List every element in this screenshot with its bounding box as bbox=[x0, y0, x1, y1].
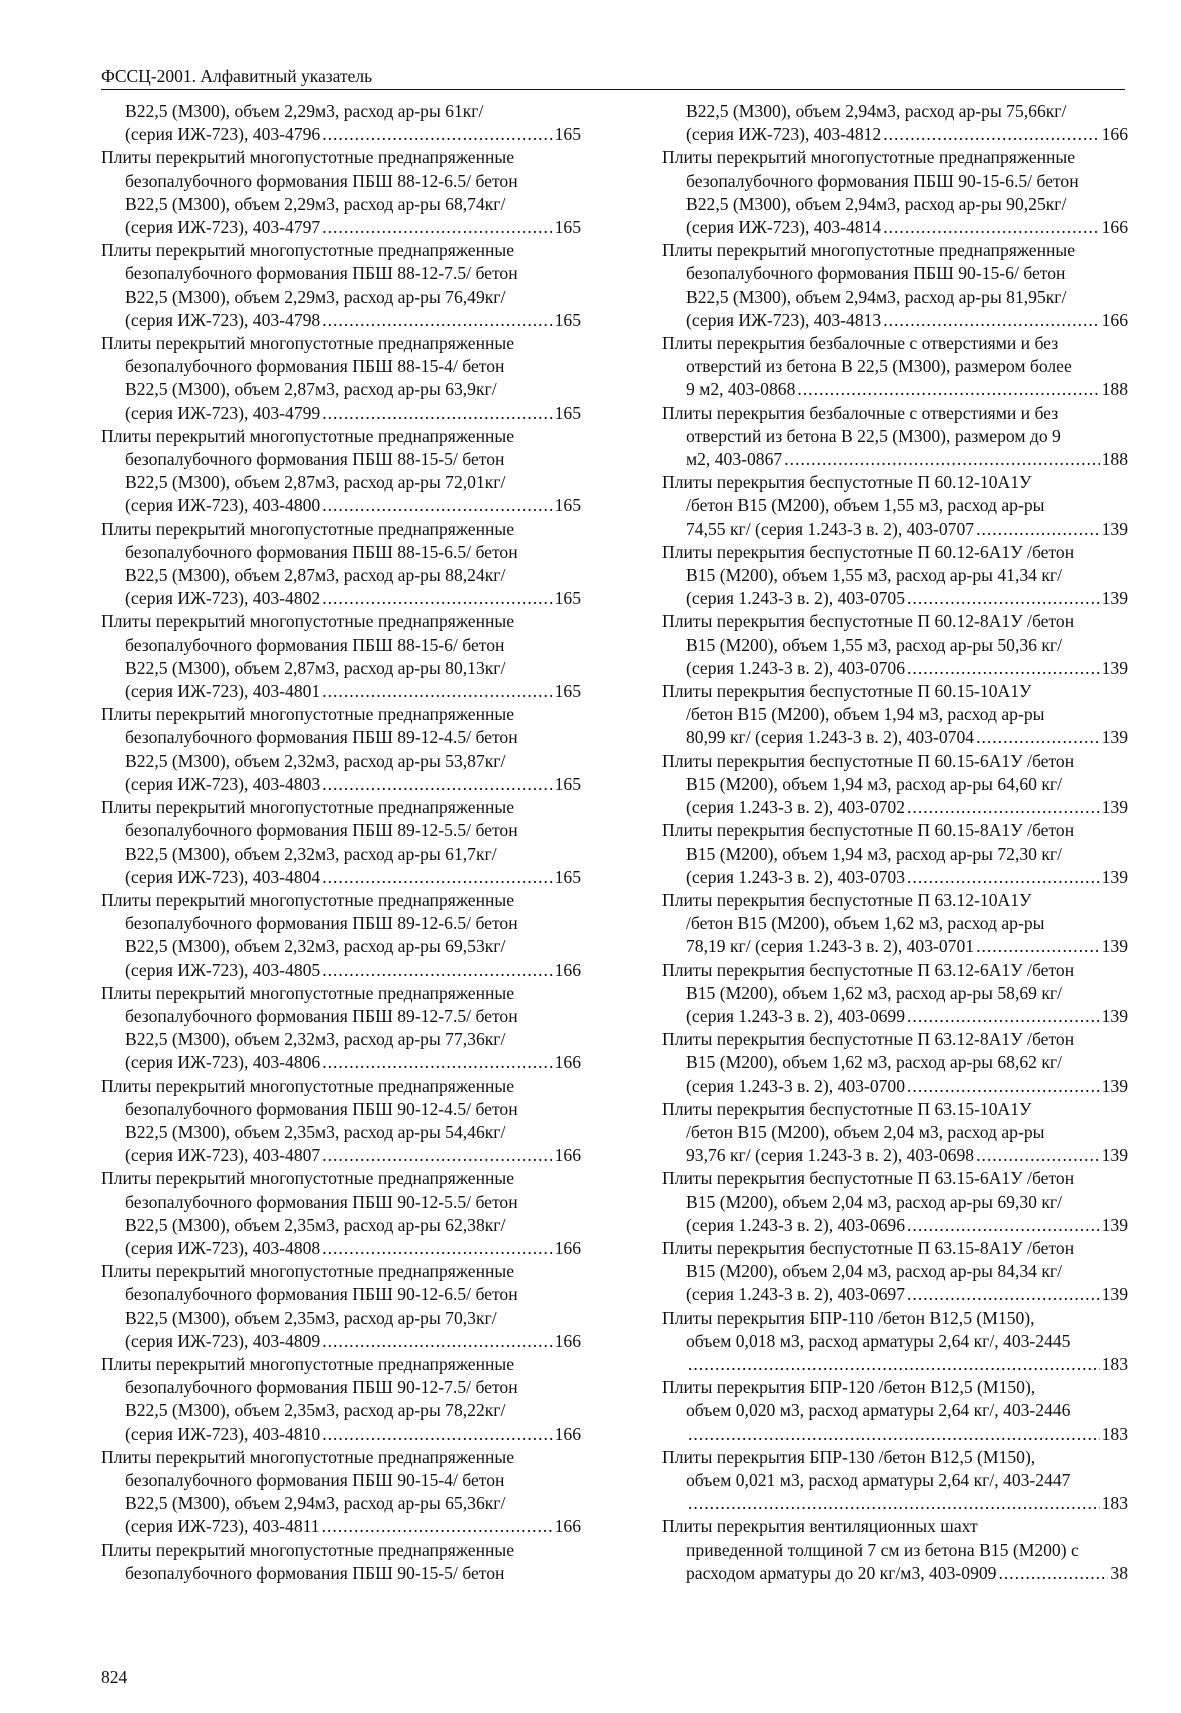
entry-last-line bbox=[662, 448, 1128, 471]
entry-last-line bbox=[101, 1423, 581, 1446]
entry-text: 93,76 кг/ (серия 1.243-3 в. 2), 403-0698 bbox=[686, 1145, 975, 1166]
entry-last-line bbox=[662, 1423, 1128, 1446]
entry-text: В22,5 (М300), объем 2,94м3, расход ар-ры 65,36кг/ bbox=[125, 1493, 506, 1514]
index-entry bbox=[101, 1353, 581, 1446]
entry-text: Плиты перекрытий многопустотные преднапряженные bbox=[101, 889, 515, 910]
entry-text: Плиты перекрытия беспустотные П 63.12-10А1У bbox=[662, 889, 1032, 910]
entry-page-ref: 165 bbox=[554, 124, 581, 145]
dot-leader bbox=[998, 1562, 1108, 1585]
dot-leader bbox=[976, 726, 1100, 749]
entry-text: Плиты перекрытия вентиляционных шахт bbox=[662, 1516, 978, 1537]
entry-text: В22,5 (М300), объем 2,87м3, расход ар-ры 63,9кг/ bbox=[125, 379, 497, 400]
dot-leader bbox=[907, 1075, 1100, 1098]
entry-text: Плиты перекрытий многопустотные преднапряженные bbox=[662, 147, 1076, 168]
entry-text: Плиты перекрытия БПР-130 /бетон В12,5 (М150), bbox=[662, 1446, 1036, 1467]
entry-text: Плиты перекрытий многопустотные преднапряженные bbox=[101, 797, 515, 818]
index-entry bbox=[662, 1446, 1128, 1516]
index-entry bbox=[101, 796, 581, 889]
index-entry bbox=[101, 425, 581, 518]
entry-text: (серия ИЖ-723), 403-4814 bbox=[686, 217, 882, 238]
entry-text: /бетон В15 (М200), объем 1,55 м3, расход ар-ры bbox=[686, 495, 1045, 516]
index-entry bbox=[662, 332, 1128, 402]
entry-last-line bbox=[101, 773, 581, 796]
entry-text: В15 (М200), объем 1,55 м3, расход ар-ры 50,36 кг/ bbox=[686, 634, 1063, 655]
index-entry bbox=[662, 610, 1128, 680]
index-entry bbox=[101, 889, 581, 982]
entry-page-ref: 165 bbox=[554, 495, 581, 516]
entry-text: В15 (М200), объем 2,04 м3, расход ар-ры 69,30 кг/ bbox=[686, 1191, 1063, 1212]
entry-text: Плиты перекрытий многопустотные преднапряженные bbox=[101, 147, 515, 168]
entry-text: Плиты перекрытия беспустотные П 60.15-6А1У /бетон bbox=[662, 750, 1075, 771]
entry-page-ref: 38 bbox=[1110, 1562, 1128, 1583]
index-entry bbox=[101, 332, 581, 425]
entry-text: В22,5 (М300), объем 2,94м3, расход ар-ры 90,25кг/ bbox=[686, 193, 1067, 214]
entry-last-line bbox=[101, 309, 581, 332]
left-column bbox=[101, 100, 581, 1585]
entry-last-line bbox=[662, 1144, 1128, 1167]
entry-text: (серия 1.243-3 в. 2), 403-0705 bbox=[686, 588, 906, 609]
entry-text: безопалубочного формования ПБШ 88-15-5/ бетон bbox=[125, 449, 505, 470]
entry-text: (серия ИЖ-723), 403-4799 bbox=[125, 402, 321, 423]
entry-text: (серия ИЖ-723), 403-4805 bbox=[125, 959, 321, 980]
entry-text: /бетон В15 (М200), объем 2,04 м3, расход ар-ры bbox=[686, 1121, 1045, 1142]
entry-text: В22,5 (М300), объем 2,35м3, расход ар-ры 54,46кг/ bbox=[125, 1121, 506, 1142]
entry-page-ref: 166 bbox=[554, 1237, 581, 1258]
entry-text: Плиты перекрытий многопустотные преднапряженные bbox=[101, 518, 515, 539]
entry-last-line bbox=[101, 680, 581, 703]
entry-last-line bbox=[662, 1562, 1128, 1585]
entry-text: В22,5 (М300), объем 2,35м3, расход ар-ры 70,3кг/ bbox=[125, 1307, 497, 1328]
entry-text: В15 (М200), объем 1,94 м3, расход ар-ры 64,60 кг/ bbox=[686, 773, 1063, 794]
entry-page-ref: 166 bbox=[554, 1145, 581, 1166]
dot-leader bbox=[688, 1353, 1100, 1376]
entry-text: 9 м2, 403-0868 bbox=[686, 379, 796, 400]
dot-leader bbox=[907, 657, 1100, 680]
entry-text: (серия ИЖ-723), 403-4806 bbox=[125, 1052, 321, 1073]
entry-page-ref: 165 bbox=[554, 309, 581, 330]
index-entry bbox=[662, 1376, 1128, 1446]
entry-last-line bbox=[662, 378, 1128, 401]
entry-last-line bbox=[662, 866, 1128, 889]
index-entry bbox=[662, 100, 1128, 146]
entry-text: (серия 1.243-3 в. 2), 403-0699 bbox=[686, 1005, 906, 1026]
entry-text: объем 0,021 м3, расход арматуры 2,64 кг/, 403-2447 bbox=[686, 1469, 1071, 1490]
entry-last-line bbox=[101, 1144, 581, 1167]
index-entry bbox=[101, 1167, 581, 1260]
entry-last-line bbox=[101, 402, 581, 425]
entry-text: Плиты перекрытия беспустотные П 60.12-10А1У bbox=[662, 472, 1032, 493]
entry-text: безопалубочного формования ПБШ 90-12-6.5/ бетон bbox=[125, 1284, 518, 1305]
entry-text: Плиты перекрытий многопустотные преднапряженные bbox=[101, 704, 515, 725]
entry-text: Плиты перекрытия беспустотные П 63.12-8А1У /бетон bbox=[662, 1029, 1075, 1050]
dot-leader bbox=[883, 123, 1099, 146]
entry-text: В15 (М200), объем 1,55 м3, расход ар-ры 41,34 кг/ bbox=[686, 565, 1063, 586]
index-entry bbox=[662, 1098, 1128, 1168]
page-number: 824 bbox=[101, 1667, 128, 1687]
entry-text: В15 (М200), объем 2,04 м3, расход ар-ры 84,34 кг/ bbox=[686, 1261, 1063, 1282]
entry-text: Плиты перекрытий многопустотные преднапряженные bbox=[101, 611, 515, 632]
entry-text: Плиты перекрытий многопустотные преднапряженные bbox=[101, 1539, 515, 1560]
entry-text: Плиты перекрытий многопустотные преднапряженные bbox=[101, 1075, 515, 1096]
entry-text: (серия ИЖ-723), 403-4813 bbox=[686, 309, 882, 330]
entry-page-ref: 166 bbox=[1101, 309, 1128, 330]
entry-text: 74,55 кг/ (серия 1.243-3 в. 2), 403-0707 bbox=[686, 518, 975, 539]
entry-text: безопалубочного формования ПБШ 88-15-6.5/ бетон bbox=[125, 541, 518, 562]
entry-text: (серия ИЖ-723), 403-4798 bbox=[125, 309, 321, 330]
index-entry bbox=[101, 518, 581, 611]
index-entry bbox=[101, 1260, 581, 1353]
dot-leader bbox=[883, 216, 1099, 239]
entry-text: В22,5 (М300), объем 2,87м3, расход ар-ры 88,24кг/ bbox=[125, 565, 506, 586]
index-entry bbox=[101, 239, 581, 332]
entry-last-line bbox=[101, 959, 581, 982]
entry-page-ref: 139 bbox=[1101, 727, 1128, 748]
dot-leader bbox=[688, 1492, 1100, 1515]
entry-text: (серия 1.243-3 в. 2), 403-0706 bbox=[686, 657, 906, 678]
entry-page-ref: 139 bbox=[1101, 657, 1128, 678]
dot-leader bbox=[322, 1051, 552, 1074]
entry-last-line bbox=[662, 587, 1128, 610]
entry-page-ref: 166 bbox=[1101, 217, 1128, 238]
entry-text: В22,5 (М300), объем 2,94м3, расход ар-ры 75,66кг/ bbox=[686, 101, 1067, 121]
entry-page-ref: 139 bbox=[1101, 588, 1128, 609]
entry-last-line bbox=[662, 123, 1128, 146]
entry-page-ref: 165 bbox=[554, 217, 581, 238]
dot-leader bbox=[322, 680, 552, 703]
entry-text: (серия 1.243-3 в. 2), 403-0697 bbox=[686, 1284, 906, 1305]
entry-text: Плиты перекрытия беспустотные П 63.12-6А1У /бетон bbox=[662, 959, 1075, 980]
entry-text: отверстий из бетона В 22,5 (М300), размером более bbox=[686, 356, 1072, 377]
dot-leader bbox=[797, 378, 1099, 401]
entry-last-line bbox=[662, 1214, 1128, 1237]
dot-leader bbox=[976, 1144, 1100, 1167]
entry-last-line bbox=[662, 1005, 1128, 1028]
entry-text: Плиты перекрытий многопустотные преднапряженные bbox=[101, 425, 515, 446]
entry-text: (серия 1.243-3 в. 2), 403-0702 bbox=[686, 797, 906, 818]
entry-text: В15 (М200), объем 1,62 м3, расход ар-ры 68,62 кг/ bbox=[686, 1052, 1063, 1073]
index-entry bbox=[101, 1539, 581, 1585]
entry-last-line bbox=[662, 657, 1128, 680]
entry-text: Плиты перекрытий многопустотные преднапряженные bbox=[101, 1261, 515, 1282]
entry-text: объем 0,020 м3, расход арматуры 2,64 кг/, 403-2446 bbox=[686, 1400, 1071, 1421]
dot-leader bbox=[883, 309, 1099, 332]
dot-leader bbox=[322, 1144, 552, 1167]
dot-leader bbox=[976, 518, 1100, 541]
entry-text: В22,5 (М300), объем 2,35м3, расход ар-ры 62,38кг/ bbox=[125, 1214, 506, 1235]
entry-text: безопалубочного формования ПБШ 88-12-7.5/ бетон bbox=[125, 263, 518, 284]
index-entry bbox=[662, 819, 1128, 889]
dot-leader bbox=[322, 402, 552, 425]
entry-page-ref: 183 bbox=[1101, 1493, 1128, 1514]
index-entry bbox=[662, 402, 1128, 472]
entry-page-ref: 166 bbox=[554, 959, 581, 980]
entry-text: безопалубочного формования ПБШ 89-12-5.5/ бетон bbox=[125, 820, 518, 841]
entry-page-ref: 165 bbox=[554, 681, 581, 702]
entry-page-ref: 183 bbox=[1101, 1423, 1128, 1444]
entry-text: Плиты перекрытий многопустотные преднапряженные bbox=[101, 1168, 515, 1189]
entry-text: Плиты перекрытия БПР-110 /бетон В12,5 (М150), bbox=[662, 1307, 1035, 1328]
index-entry bbox=[662, 750, 1128, 820]
entry-text: Плиты перекрытий многопустотные преднапряженные bbox=[662, 240, 1076, 261]
entry-text: безопалубочного формования ПБШ 88-15-4/ бетон bbox=[125, 356, 505, 377]
entry-text: (серия ИЖ-723), 403-4803 bbox=[125, 773, 321, 794]
index-entry bbox=[662, 239, 1128, 332]
dot-leader bbox=[322, 587, 552, 610]
index-entry bbox=[101, 610, 581, 703]
entry-text: безопалубочного формования ПБШ 90-15-5/ бетон bbox=[125, 1562, 505, 1583]
entry-text: безопалубочного формования ПБШ 90-15-6/ бетон bbox=[686, 263, 1066, 284]
entry-page-ref: 139 bbox=[1101, 936, 1128, 957]
entry-page-ref: 139 bbox=[1101, 1284, 1128, 1305]
entry-text: (серия ИЖ-723), 403-4809 bbox=[125, 1330, 321, 1351]
entry-text: В22,5 (М300), объем 2,29м3, расход ар-ры 61кг/ bbox=[125, 101, 484, 121]
entry-text: объем 0,018 м3, расход арматуры 2,64 кг/, 403-2445 bbox=[686, 1330, 1071, 1351]
entry-page-ref: 139 bbox=[1101, 518, 1128, 539]
entry-text: (серия ИЖ-723), 403-4807 bbox=[125, 1145, 321, 1166]
entry-text: Плиты перекрытия беспустотные П 63.15-6А1У /бетон bbox=[662, 1168, 1075, 1189]
entry-page-ref: 166 bbox=[1101, 124, 1128, 145]
entry-last-line bbox=[101, 587, 581, 610]
index-entry bbox=[662, 1515, 1128, 1585]
entry-page-ref: 183 bbox=[1101, 1353, 1128, 1374]
dot-leader bbox=[907, 866, 1100, 889]
index-entry bbox=[101, 100, 581, 146]
entry-page-ref: 166 bbox=[554, 1052, 581, 1073]
entry-text: расходом арматуры до 20 кг/м3, 403-0909 bbox=[686, 1562, 997, 1583]
entry-text: В15 (М200), объем 1,62 м3, расход ар-ры 58,69 кг/ bbox=[686, 982, 1063, 1003]
dot-leader bbox=[688, 1423, 1100, 1446]
entry-last-line bbox=[101, 1330, 581, 1353]
dot-leader bbox=[784, 448, 1099, 471]
index-entry bbox=[101, 1075, 581, 1168]
entry-text: В22,5 (М300), объем 2,32м3, расход ар-ры 61,7кг/ bbox=[125, 843, 497, 864]
dot-leader bbox=[322, 773, 552, 796]
entry-text: (серия 1.243-3 в. 2), 403-0700 bbox=[686, 1075, 906, 1096]
entry-text: Плиты перекрытий многопустотные преднапряженные bbox=[101, 333, 515, 354]
entry-text: В22,5 (М300), объем 2,94м3, расход ар-ры 81,95кг/ bbox=[686, 286, 1067, 307]
entry-text: Плиты перекрытия безбалочные с отверстиями и без bbox=[662, 402, 1059, 423]
entry-text: (серия 1.243-3 в. 2), 403-0696 bbox=[686, 1214, 906, 1235]
entry-text: В22,5 (М300), объем 2,87м3, расход ар-ры 72,01кг/ bbox=[125, 472, 506, 493]
entry-text: Плиты перекрытия безбалочные с отверстиями и без bbox=[662, 333, 1059, 354]
index-entry bbox=[662, 889, 1128, 959]
index-entry bbox=[101, 1446, 581, 1539]
dot-leader bbox=[322, 1423, 552, 1446]
dot-leader bbox=[907, 1283, 1100, 1306]
entry-text: Плиты перекрытия БПР-120 /бетон В12,5 (М150), bbox=[662, 1377, 1036, 1398]
entry-text: 78,19 кг/ (серия 1.243-3 в. 2), 403-0701 bbox=[686, 936, 975, 957]
dot-leader bbox=[322, 1330, 552, 1353]
dot-leader bbox=[907, 1005, 1100, 1028]
index-entry bbox=[101, 982, 581, 1075]
entry-text: м2, 403-0867 bbox=[686, 449, 783, 470]
entry-text: В22,5 (М300), объем 2,35м3, расход ар-ры 78,22кг/ bbox=[125, 1400, 506, 1421]
entry-last-line bbox=[101, 123, 581, 146]
entry-last-line bbox=[101, 216, 581, 239]
entry-last-line bbox=[662, 726, 1128, 749]
dot-leader bbox=[322, 494, 552, 517]
index-entry bbox=[662, 1167, 1128, 1237]
dot-leader bbox=[322, 1237, 552, 1260]
entry-text: (серия ИЖ-723), 403-4801 bbox=[125, 681, 321, 702]
index-entry bbox=[662, 471, 1128, 541]
index-entry bbox=[662, 1028, 1128, 1098]
entry-text: безопалубочного формования ПБШ 90-12-4.5/ бетон bbox=[125, 1098, 518, 1119]
entry-text: Плиты перекрытий многопустотные преднапряженные bbox=[101, 1353, 515, 1374]
entry-last-line bbox=[662, 1283, 1128, 1306]
entry-last-line bbox=[662, 1075, 1128, 1098]
index-entry bbox=[662, 1237, 1128, 1307]
entry-page-ref: 165 bbox=[554, 866, 581, 887]
entry-text: В22,5 (М300), объем 2,87м3, расход ар-ры 80,13кг/ bbox=[125, 657, 506, 678]
entry-text: (серия 1.243-3 в. 2), 403-0703 bbox=[686, 866, 906, 887]
entry-text: (серия ИЖ-723), 403-4808 bbox=[125, 1237, 321, 1258]
entry-text: Плиты перекрытия беспустотные П 60.15-10А1У bbox=[662, 681, 1032, 702]
entry-text: В15 (М200), объем 1,94 м3, расход ар-ры 72,30 кг/ bbox=[686, 843, 1063, 864]
entry-text: /бетон В15 (М200), объем 1,62 м3, расход ар-ры bbox=[686, 913, 1045, 934]
entry-page-ref: 166 bbox=[554, 1423, 581, 1444]
entry-page-ref: 139 bbox=[1101, 1075, 1128, 1096]
entry-last-line bbox=[662, 216, 1128, 239]
entry-text: В22,5 (М300), объем 2,32м3, расход ар-ры 53,87кг/ bbox=[125, 750, 506, 771]
entry-page-ref: 139 bbox=[1101, 1214, 1128, 1235]
dot-leader bbox=[322, 959, 552, 982]
entry-text: Плиты перекрытия беспустотные П 60.12-6А1У /бетон bbox=[662, 541, 1075, 562]
dot-leader bbox=[907, 796, 1100, 819]
entry-page-ref: 139 bbox=[1101, 866, 1128, 887]
entry-page-ref: 139 bbox=[1101, 1005, 1128, 1026]
entry-text: В22,5 (М300), объем 2,29м3, расход ар-ры 76,49кг/ bbox=[125, 286, 506, 307]
entry-last-line bbox=[101, 866, 581, 889]
dot-leader bbox=[322, 123, 552, 146]
entry-text: (серия ИЖ-723), 403-4797 bbox=[125, 217, 321, 238]
dot-leader bbox=[322, 309, 552, 332]
index-entry bbox=[662, 680, 1128, 750]
entry-text: безопалубочного формования ПБШ 89-12-6.5/ бетон bbox=[125, 913, 518, 934]
index-entry bbox=[101, 146, 581, 239]
entry-text: В22,5 (М300), объем 2,32м3, расход ар-ры 77,36кг/ bbox=[125, 1029, 506, 1050]
entry-text: (серия ИЖ-723), 403-4811 bbox=[125, 1516, 320, 1537]
dot-leader bbox=[322, 866, 552, 889]
entry-text: (серия ИЖ-723), 403-4810 bbox=[125, 1423, 321, 1444]
entry-text: (серия ИЖ-723), 403-4804 bbox=[125, 866, 321, 887]
entry-text: (серия ИЖ-723), 403-4812 bbox=[686, 124, 882, 145]
entry-text: /бетон В15 (М200), объем 1,94 м3, расход ар-ры bbox=[686, 704, 1045, 725]
entry-last-line bbox=[662, 1492, 1128, 1515]
entry-text: Плиты перекрытия беспустотные П 63.15-10А1У bbox=[662, 1098, 1032, 1119]
index-entry bbox=[662, 1307, 1128, 1377]
entry-text: В22,5 (М300), объем 2,32м3, расход ар-ры 69,53кг/ bbox=[125, 936, 506, 957]
entry-text: Плиты перекрытий многопустотные преднапряженные bbox=[101, 1446, 515, 1467]
entry-text: безопалубочного формования ПБШ 89-12-4.5/ бетон bbox=[125, 727, 518, 748]
index-entry bbox=[101, 703, 581, 796]
entry-text: Плиты перекрытий многопустотные преднапряженные bbox=[101, 982, 515, 1003]
entry-text: Плиты перекрытия беспустотные П 60.15-8А1У /бетон bbox=[662, 820, 1075, 841]
dot-leader bbox=[976, 935, 1100, 958]
entry-last-line bbox=[662, 518, 1128, 541]
entry-text: безопалубочного формования ПБШ 90-12-5.5/ бетон bbox=[125, 1191, 518, 1212]
entry-page-ref: 139 bbox=[1101, 1145, 1128, 1166]
entry-last-line bbox=[662, 309, 1128, 332]
dot-leader bbox=[322, 1515, 553, 1538]
entry-last-line bbox=[101, 1051, 581, 1074]
entry-last-line bbox=[662, 796, 1128, 819]
page-header: ФССЦ-2001. Алфавитный указатель bbox=[101, 66, 1125, 90]
entry-last-line bbox=[662, 1353, 1128, 1376]
entry-text: безопалубочного формования ПБШ 90-15-6.5/ бетон bbox=[686, 170, 1079, 191]
entry-text: безопалубочного формования ПБШ 90-12-7.5/ бетон bbox=[125, 1377, 518, 1398]
entry-text: Плиты перекрытий многопустотные преднапряженные bbox=[101, 240, 515, 261]
entry-text: Плиты перекрытия беспустотные П 63.15-8А1У /бетон bbox=[662, 1237, 1075, 1258]
entry-text: Плиты перекрытия беспустотные П 60.12-8А1У /бетон bbox=[662, 611, 1075, 632]
index-entry bbox=[662, 541, 1128, 611]
right-column bbox=[662, 100, 1128, 1585]
entry-text: приведенной толщиной 7 см из бетона В15 (М200) с bbox=[686, 1539, 1079, 1560]
dot-leader bbox=[907, 587, 1100, 610]
index-entry bbox=[662, 959, 1128, 1029]
entry-text: безопалубочного формования ПБШ 88-12-6.5/ бетон bbox=[125, 170, 518, 191]
entry-last-line bbox=[101, 1515, 581, 1538]
entry-page-ref: 166 bbox=[554, 1516, 581, 1537]
dot-leader bbox=[907, 1214, 1100, 1237]
index-entry bbox=[662, 146, 1128, 239]
entry-page-ref: 139 bbox=[1101, 797, 1128, 818]
entry-page-ref: 166 bbox=[554, 1330, 581, 1351]
entry-page-ref: 165 bbox=[554, 773, 581, 794]
entry-text: (серия ИЖ-723), 403-4800 bbox=[125, 495, 321, 516]
dot-leader bbox=[322, 216, 552, 239]
entry-page-ref: 165 bbox=[554, 402, 581, 423]
entry-last-line bbox=[662, 935, 1128, 958]
entry-page-ref: 188 bbox=[1101, 449, 1128, 470]
entry-text: В22,5 (М300), объем 2,29м3, расход ар-ры 68,74кг/ bbox=[125, 193, 506, 214]
entry-text: безопалубочного формования ПБШ 89-12-7.5/ бетон bbox=[125, 1005, 518, 1026]
entry-text: (серия ИЖ-723), 403-4796 bbox=[125, 124, 321, 145]
entry-text: (серия ИЖ-723), 403-4802 bbox=[125, 588, 321, 609]
entry-page-ref: 165 bbox=[554, 588, 581, 609]
entry-last-line bbox=[101, 494, 581, 517]
entry-text: отверстий из бетона В 22,5 (М300), размером до 9 bbox=[686, 425, 1061, 446]
entry-last-line bbox=[101, 1237, 581, 1260]
entry-text: 80,99 кг/ (серия 1.243-3 в. 2), 403-0704 bbox=[686, 727, 975, 748]
entry-text: безопалубочного формования ПБШ 90-15-4/ бетон bbox=[125, 1469, 505, 1490]
entry-text: безопалубочного формования ПБШ 88-15-6/ бетон bbox=[125, 634, 505, 655]
entry-page-ref: 188 bbox=[1101, 379, 1128, 400]
